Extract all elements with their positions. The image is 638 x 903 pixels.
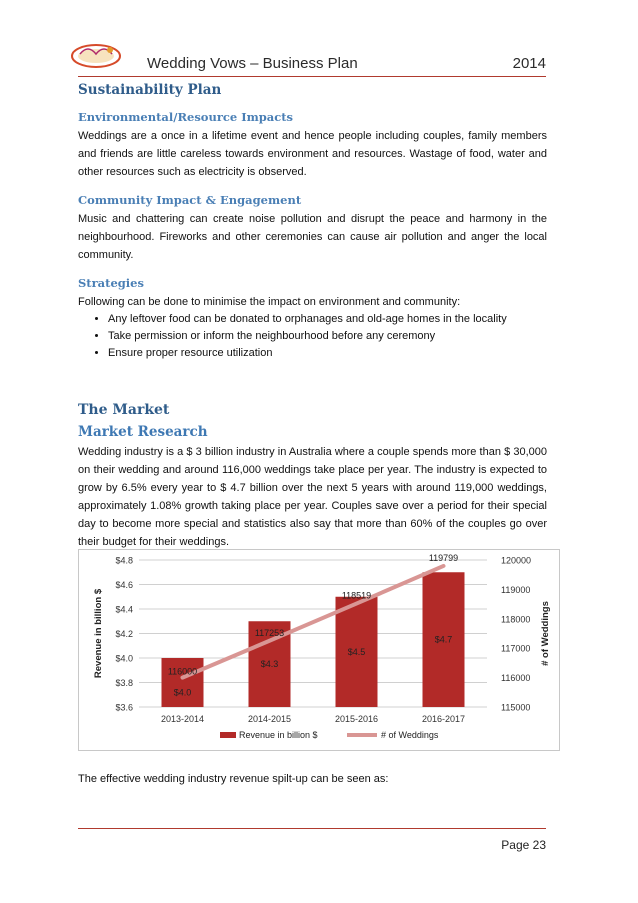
line-data-label: 119799 <box>428 552 459 563</box>
sustainability-title: Sustainability Plan <box>78 82 222 98</box>
legend-label: Revenue in billion $ <box>239 730 318 740</box>
legend-label: # of Weddings <box>381 730 439 740</box>
company-logo <box>70 40 122 70</box>
community-text: Music and chattering can create noise pollution and disrupt the peace and harmony in the neighbourhood. Fireworks and other ceremonies can cause air pollution and anger the local community. <box>78 213 547 261</box>
line-data-label: 118519 <box>341 590 372 601</box>
line-data-label: 117253 <box>254 627 285 638</box>
market-title: The Market <box>78 402 170 418</box>
y-right-tick-label: 120000 <box>501 555 532 566</box>
strategies-heading: Strategies <box>78 276 144 290</box>
strategies-list <box>78 311 547 362</box>
chart-svg <box>79 550 559 750</box>
bar-data-label: $4.5 <box>347 646 366 657</box>
revenue-bar <box>162 658 204 707</box>
y-tick-label: $4.2 <box>115 629 133 639</box>
list-item: • Ensure proper resource utilization <box>108 345 547 362</box>
x-tick-label: 2013-2014 <box>160 714 205 724</box>
y-right-axis-title: # of Weddings <box>540 601 551 666</box>
y-axis-title: Revenue in billion $ <box>93 588 104 679</box>
environmental-heading: Environmental/Resource Impacts <box>78 110 294 124</box>
community-heading: Community Impact & Engagement <box>78 193 302 207</box>
bar-data-label: $4.3 <box>260 659 279 670</box>
x-tick-label: 2016-2017 <box>421 714 466 724</box>
y-tick-label: $3.8 <box>115 678 133 688</box>
market-research-text: Wedding industry is a $ 3 billion industry in Australia where a couple spends more than $ 30,000 on their wedding and around 116,000 weddings take place per year. The industry is expected to grow by 6.5% every year to $ 4.7 billion over the next 5 years with around 119,000 weddings, approximately 1.08% growth taking place per year. Couples save over a period for their special day to become more special and statistics also say that more than 60% of the couples go over their budget for their weddings. <box>78 446 547 548</box>
y-right-tick-label: 117000 <box>501 643 531 654</box>
page-content <box>78 78 547 551</box>
y-tick-label: $4.8 <box>115 555 133 566</box>
header-year: 2014 <box>512 55 546 72</box>
bar-data-label: $4.7 <box>434 634 453 645</box>
chart-followup-text: The effective wedding industry revenue spilt-up can be seen as: <box>78 773 389 785</box>
strategies-intro: Following can be done to minimise the impact on environment and community: <box>78 296 461 308</box>
y-right-tick-label: 118000 <box>501 614 531 625</box>
bar-data-label: $4.0 <box>173 687 192 698</box>
environmental-text: Weddings are a once in a lifetime event and hence people including couples, family members and friends are little careless towards environment and resources. Wastage of food, water and other resources such as electricity is observed. <box>78 130 547 178</box>
list-item: • Any leftover food can be donated to orphanages and old-age homes in the locality <box>108 311 547 328</box>
page-number: Page 23 <box>501 838 546 852</box>
y-right-tick-label: 116000 <box>501 673 531 684</box>
y-tick-label: $4.6 <box>115 580 133 590</box>
revenue-weddings-chart <box>78 549 560 751</box>
header-divider <box>78 76 546 77</box>
x-tick-label: 2015-2016 <box>334 714 379 724</box>
y-tick-label: $4.0 <box>115 653 133 664</box>
y-tick-label: $4.4 <box>115 604 133 615</box>
market-research-heading: Market Research <box>78 424 208 440</box>
x-tick-label: 2014-2015 <box>247 714 292 724</box>
legend-bar-swatch <box>220 732 236 738</box>
line-data-label: 116000 <box>167 666 198 677</box>
y-tick-label: $3.6 <box>115 702 133 713</box>
weddings-line <box>183 566 444 678</box>
list-item: • Take permission or inform the neighbourhood before any ceremony <box>108 328 547 345</box>
y-right-tick-label: 119000 <box>501 584 531 595</box>
y-right-tick-label: 115000 <box>501 702 531 713</box>
footer-divider <box>78 828 546 829</box>
header-title: Wedding Vows – Business Plan <box>147 55 358 72</box>
